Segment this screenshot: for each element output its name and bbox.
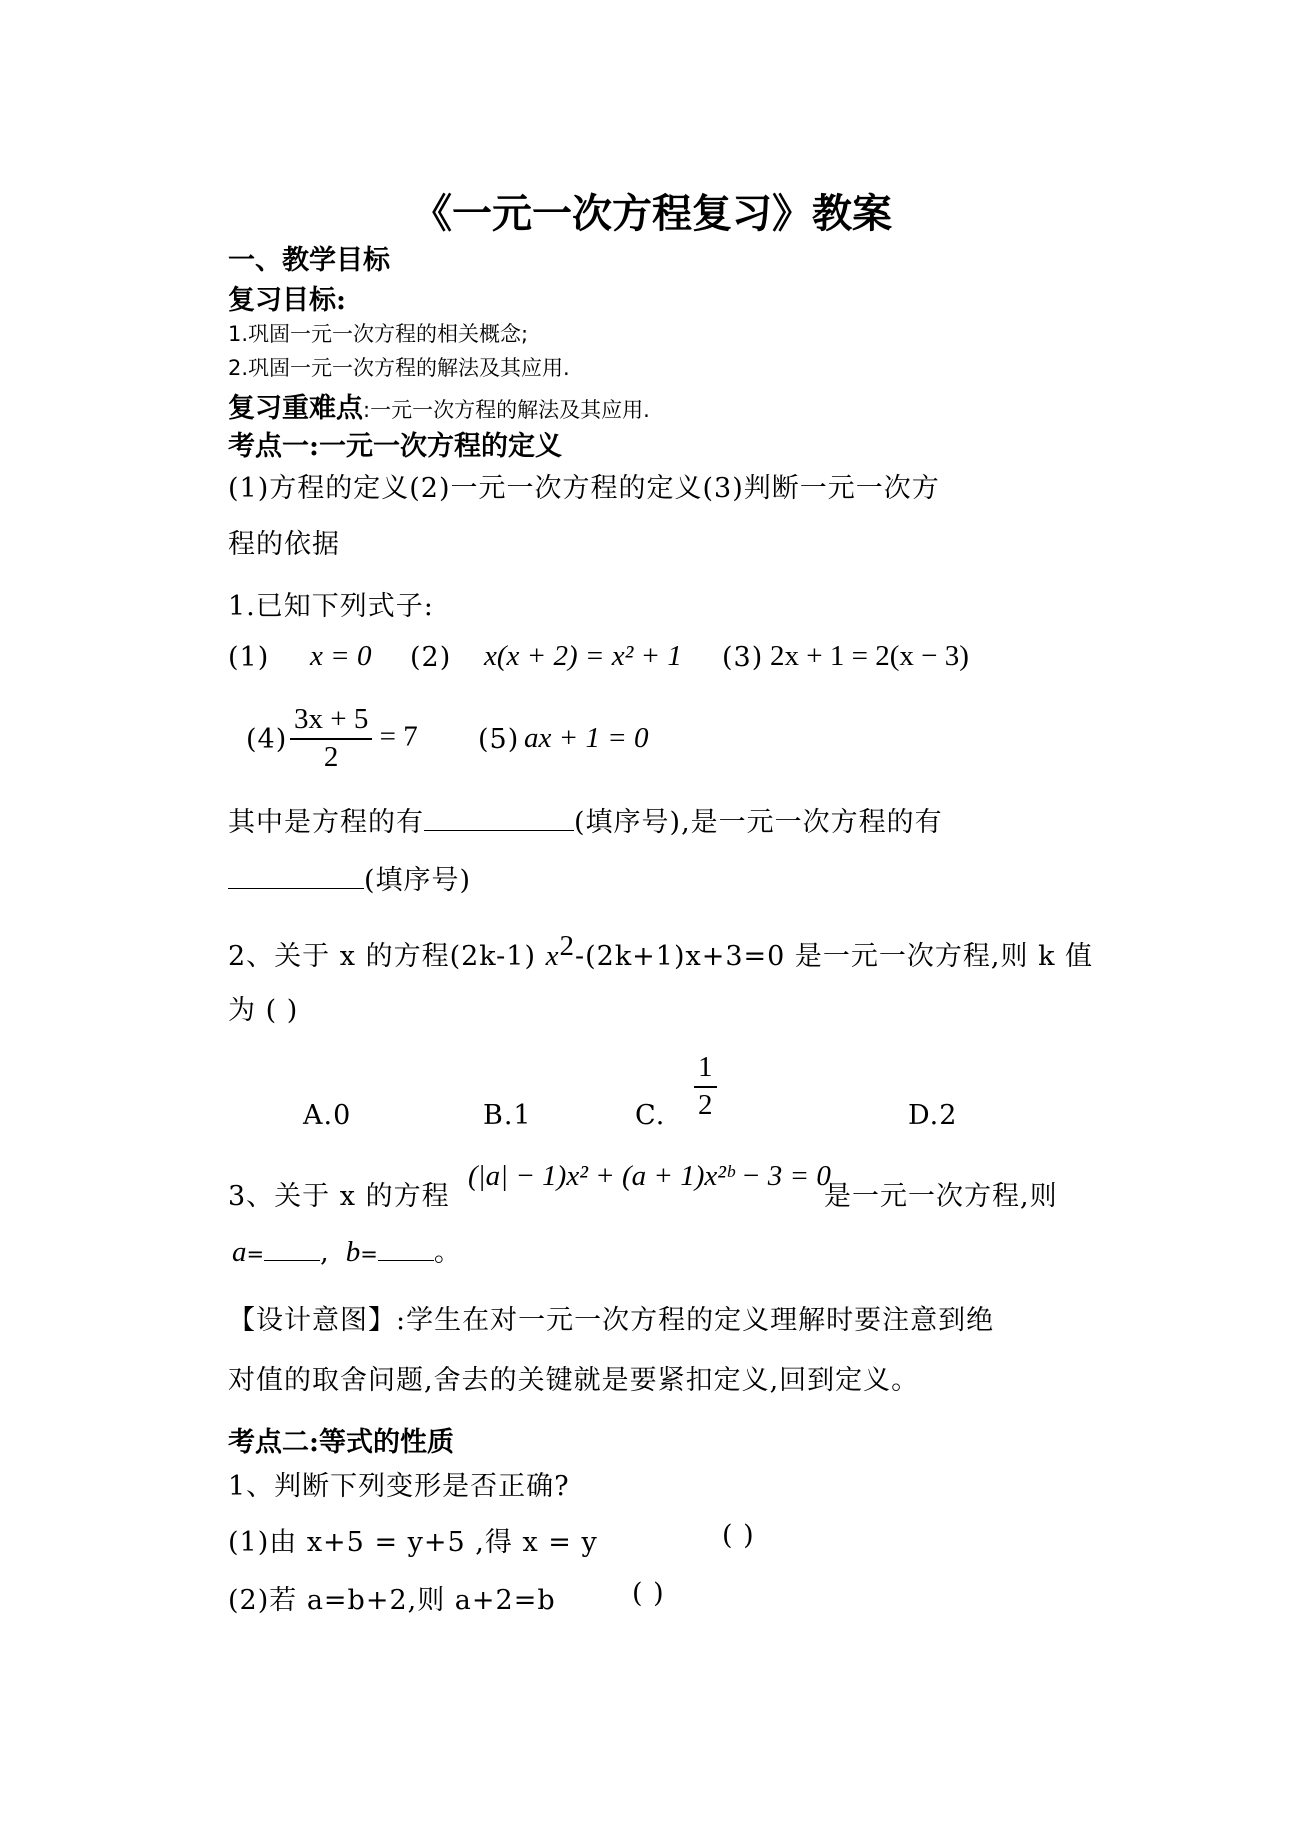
q2-option-a[interactable]: A.0	[303, 1100, 352, 1131]
q2-stem-b: -(2k+1)x+3=0 是一元一次方程,则 k 值	[574, 941, 1094, 972]
q3-b-answer-blank[interactable]	[378, 1236, 434, 1261]
q3-stem-a: 3、关于 x 的方程	[228, 1181, 450, 1212]
q2-option-d[interactable]: D.2	[908, 1100, 958, 1131]
q2-stem-line1	[228, 930, 1093, 973]
q1-fill-text-c: (填序号)	[364, 865, 472, 896]
point2-item2: (2)若 a=b+2,则 a+2=b	[228, 1585, 556, 1616]
q1-answer-blank-equations[interactable]	[424, 803, 574, 831]
q1-stem: 1.已知下列式子:	[228, 591, 434, 622]
point1-description-line2: 程的依据	[228, 529, 340, 560]
q1-item3-expression: 2x + 1 = 2(x − 3)	[770, 640, 969, 672]
q1-item4-numerator: 3x + 5	[290, 704, 372, 740]
q3-a-answer-blank[interactable]	[264, 1236, 320, 1261]
q3-a-equals: =	[246, 1242, 265, 1266]
q1-item4-denominator: 2	[323, 740, 339, 773]
q2-option-b[interactable]: B.1	[483, 1100, 532, 1131]
q1-item4-fraction	[290, 704, 372, 774]
q2-stem-line2: 为 ( )	[228, 995, 299, 1026]
q1-item5-label: (5)	[478, 724, 520, 755]
q2-x-variable: x	[545, 940, 560, 972]
point2-item1-answer[interactable]: ( )	[722, 1520, 755, 1551]
q2-option-c-fraction	[694, 1052, 717, 1122]
point2-heading: 考点二:等式的性质	[228, 1427, 454, 1458]
q1-item1-label: (1)	[228, 642, 270, 673]
q1-item4-expression	[290, 704, 418, 774]
q1-item5-expression: ax + 1 = 0	[524, 722, 649, 754]
q1-item4-rest: = 7	[379, 720, 418, 753]
q2-option-c-numerator: 1	[694, 1052, 717, 1088]
review-goal-2: 2.巩固一元一次方程的解法及其应用.	[228, 356, 570, 380]
q1-item2-expression: x(x + 2) = x² + 1	[484, 640, 682, 672]
q3-answer-line	[232, 1230, 462, 1269]
q1-fill-text-b: (填序号),是一元一次方程的有	[574, 807, 943, 838]
q1-fill-line2	[228, 858, 471, 897]
q3-b-equals: =	[360, 1242, 378, 1266]
point2-q1-stem: 1、判断下列变形是否正确?	[228, 1471, 570, 1502]
point1-description-line1: (1)方程的定义(2)一元一次方程的定义(3)判断一元一次方	[228, 473, 940, 504]
q3-b-variable: b	[345, 1236, 361, 1268]
q1-answer-blank-linear[interactable]	[228, 861, 364, 889]
review-goal-1: 1.巩固一元一次方程的相关概念;	[228, 322, 529, 346]
design-intent-line2: 对值的取舍问题,舍去的关键就是要紧扣定义,回到定义。	[228, 1365, 920, 1396]
q1-item3-label: (3)	[722, 642, 764, 673]
q3-equation: (|a| − 1)x² + (a + 1)x²ᵇ − 3 = 0	[468, 1160, 831, 1192]
review-focus-label: 复习重难点	[228, 393, 363, 424]
review-goals-label: 复习目标:	[228, 285, 346, 316]
review-focus-text: :一元一次方程的解法及其应用.	[363, 398, 650, 422]
q3-separator: ,	[320, 1237, 330, 1268]
point2-item2-answer[interactable]: ( )	[632, 1578, 665, 1609]
q3-end-mark: 。	[433, 1237, 462, 1268]
q2-exponent: 2	[559, 930, 575, 962]
q1-fill-text-a: 其中是方程的有	[228, 807, 424, 838]
point2-item1: (1)由 x+5 = y+5 ,得 x = y	[228, 1527, 598, 1558]
q2-option-c-denominator: 2	[698, 1088, 713, 1121]
q3-a-variable: a	[232, 1236, 247, 1268]
q2-option-c-label[interactable]: C.	[635, 1100, 666, 1131]
design-intent-line1: 【设计意图】:学生在对一元一次方程的定义理解时要注意到绝	[228, 1305, 995, 1336]
q1-item4-label: (4)	[246, 724, 288, 755]
q2-stem-a: 2、关于 x 的方程(2k-1)	[228, 941, 537, 972]
q1-item1-expression: x = 0	[310, 640, 372, 672]
q3-stem-b: 是一元一次方程,则	[824, 1181, 1058, 1212]
section-heading-teaching-goals: 一、教学目标	[228, 245, 390, 276]
review-focus-line	[228, 386, 650, 425]
point1-heading: 考点一:一元一次方程的定义	[228, 431, 562, 462]
document-title: 《一元一次方程复习》教案	[412, 190, 892, 237]
q2-option-c-frac	[694, 1052, 717, 1122]
q1-fill-line1	[228, 800, 943, 839]
q1-item2-label: (2)	[410, 642, 452, 673]
